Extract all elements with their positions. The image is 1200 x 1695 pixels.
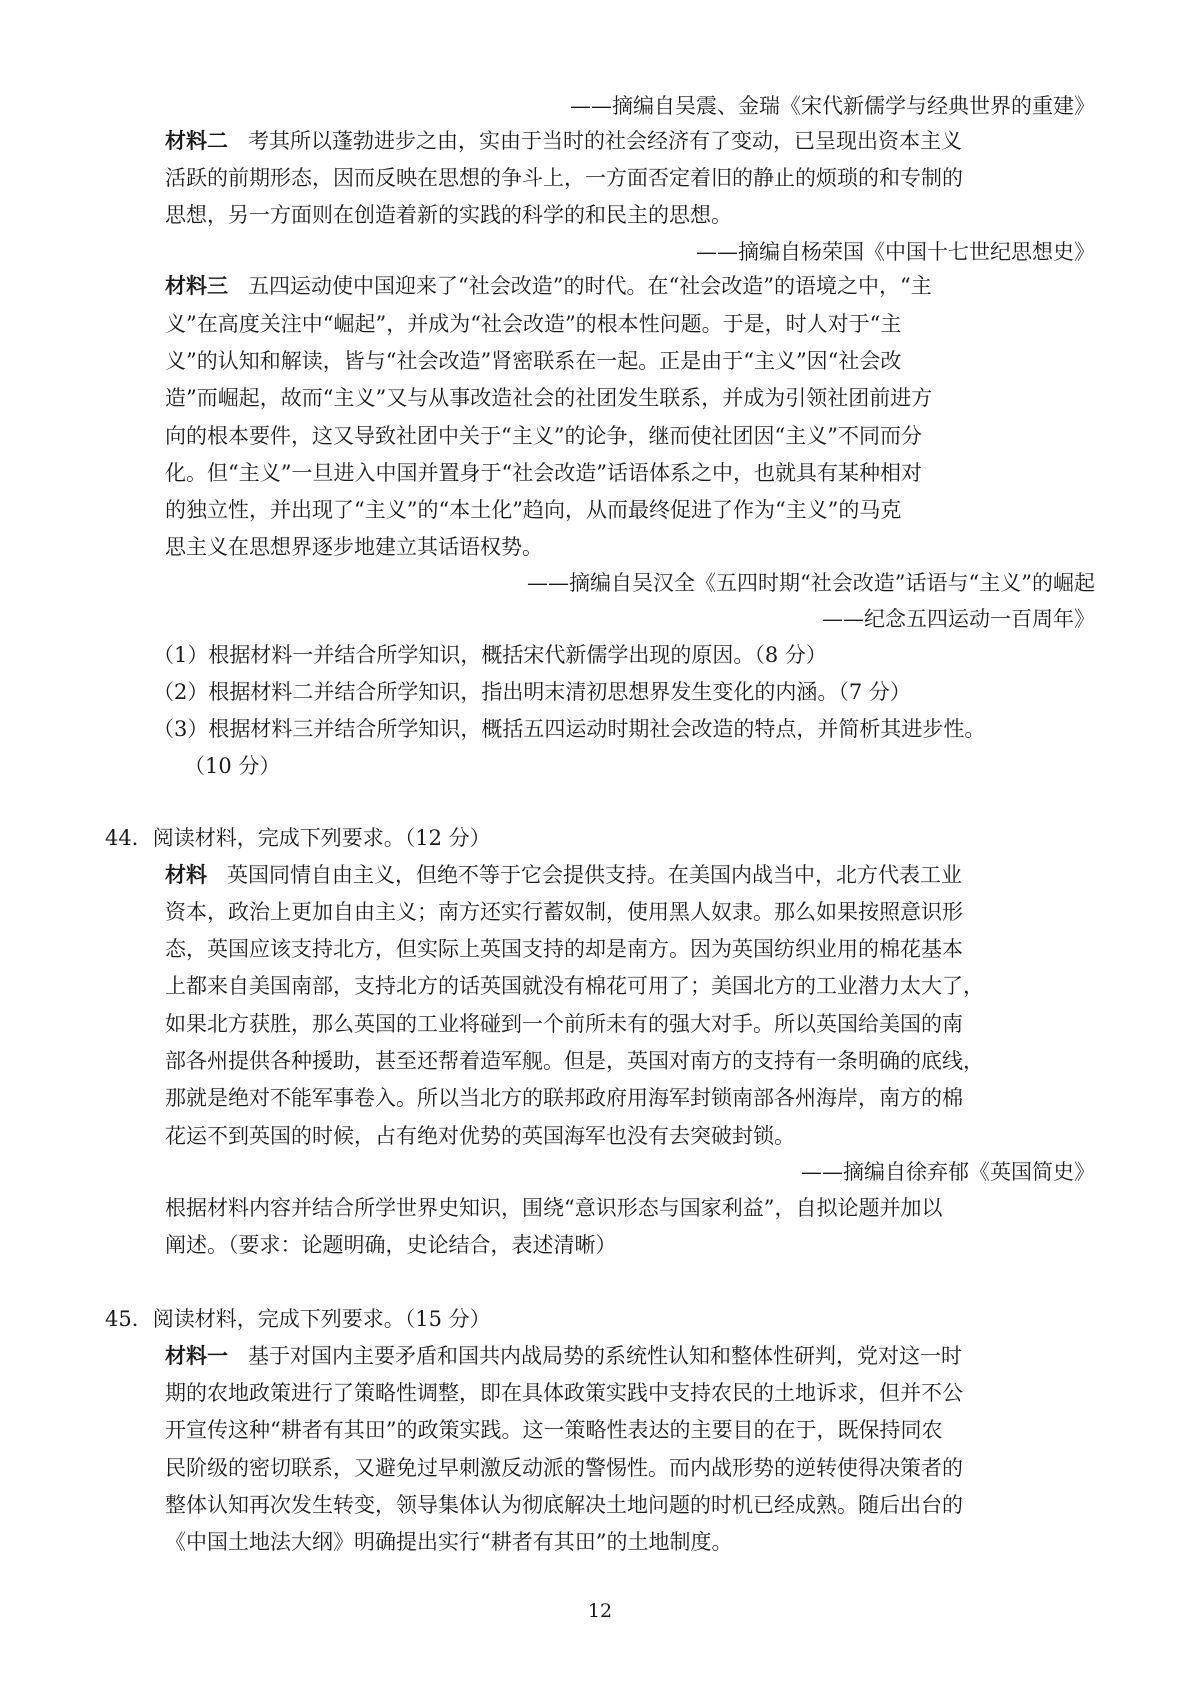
material-text: 基于对国内主要矛盾和国共内战局势的系统性认知和整体性研判，党对这一时 (248, 1344, 963, 1368)
material-2-first-line (165, 126, 962, 156)
sub-question-score: （10 分） (184, 754, 281, 778)
material-text-line: 民阶级的密切联系，又避免过早刺激反动派的警惕性。而内战形势的逆转使得决策者的 (165, 1456, 963, 1480)
task-text-line: 根据材料内容并结合所学世界史知识，围绕“意识形态与国家利益”，自拟论题并加以 (165, 1196, 943, 1220)
material-text-line: 活跃的前期形态，因而反映在思想的争斗上，一方面否定着旧的静止的烦琐的和专制的 (165, 166, 963, 190)
sub-question: （3）根据材料三并结合所学知识，概括五四运动时期社会改造的特点，并简析其进步性。 (153, 717, 986, 741)
material-text-line: 化。但“主义”一旦进入中国并置身于“社会改造”话语体系之中，也就具有某种相对 (165, 461, 922, 485)
material-text: 英国同情自由主义，但绝不等于它会提供支持。在美国内战当中，北方代表工业 (227, 863, 963, 887)
material-text-line: 部各州提供各种援助，甚至还帮着造军舰。但是，英国对南方的支持有一条明确的底线， (165, 1049, 984, 1073)
material-text-line: 态，英国应该支持北方，但实际上英国支持的却是南方。因为英国纺织业用的棉花基本 (165, 937, 963, 961)
source-citation: ——摘编自吴震、金瑞《宋代新儒学与经典世界的重建》 (570, 94, 1095, 118)
material-text-line: 《中国土地法大纲》明确提出实行“耕者有其田”的土地制度。 (165, 1530, 733, 1554)
material-label: 材料三 (165, 273, 228, 298)
material-text-line: 开宣传这种“耕者有其田”的政策实践。这一策略性表达的主要目的在于，既保持同农 (165, 1418, 943, 1442)
source-citation: ——摘编自吴汉全《五四时期“社会改造”话语与“主义”的崛起 (527, 571, 1095, 595)
material-text-line: 那就是绝对不能军事卷入。所以当北方的联邦政府用海军封锁南部各州海岸，南方的棉 (165, 1086, 963, 1110)
task-text-line: 阐述。（要求：论题明确，史论结合，表述清晰） (165, 1233, 617, 1257)
material-text: 考其所以蓬勃进步之由，实由于当时的社会经济有了变动，已呈现出资本主义 (248, 129, 963, 153)
material-text-line: 如果北方获胜，那么英国的工业将碰到一个前所未有的强大对手。所以英国给美国的南 (165, 1012, 963, 1036)
material-text-line: 期的农地政策进行了策略性调整，即在具体政策实践中支持农民的土地诉求，但并不公 (165, 1381, 963, 1405)
material-text-line: 资本，政治上更加自由主义；南方还实行蓄奴制，使用黑人奴隶。那么如果按照意识形 (165, 900, 963, 924)
material-3-first-line (165, 271, 932, 301)
material-text-line: 思想，另一方面则在创造着新的实践的科学的和民主的思想。 (165, 203, 732, 227)
material-label: 材料一 (165, 1343, 228, 1368)
source-citation: ——摘编自徐弃郁《英国简史》 (801, 1160, 1095, 1184)
material-text-line: 上都来自美国南部，支持北方的话英国就没有棉花可用了；美国北方的工业潜力太大了， (165, 974, 984, 998)
sub-question: （2）根据材料二并结合所学知识，指出明末清初思想界发生变化的内涵。（7 分） (153, 680, 911, 704)
material-label: 材料 (165, 862, 207, 887)
question-45-heading: 45．阅读材料，完成下列要求。（15 分） (105, 1307, 491, 1331)
question-44-heading: 44．阅读材料，完成下列要求。（12 分） (105, 826, 491, 850)
material-text-line: 义”在高度关注中“崛起”，并成为“社会改造”的根本性问题。于是，时人对于“主 (165, 312, 902, 336)
material-text-line: 义”的认知和解读，皆与“社会改造”肾密联系在一起。正是由于“主义”因“社会改 (165, 349, 902, 373)
material-text: 五四运动使中国迎来了“社会改造”的时代。在“社会改造”的语境之中，“主 (248, 274, 932, 298)
question-44-first-line (165, 860, 962, 890)
page-number: 12 (587, 1600, 613, 1622)
sub-question: （1）根据材料一并结合所学知识，概括宋代新儒学出现的原因。（8 分） (153, 643, 827, 667)
material-text-line: 思主义在思想界逐步地建立其话语权势。 (165, 535, 543, 559)
material-text-line: 整体认知再次发生转变，领导集体认为彻底解决土地问题的时机已经成熟。随后出台的 (165, 1493, 963, 1517)
question-45-first-line (165, 1341, 962, 1371)
material-text-line: 的独立性，并出现了“主义”的“本土化”趋向，从而最终促进了作为“主义”的马克 (165, 498, 902, 522)
source-citation: ——摘编自杨荣国《中国十七世纪思想史》 (696, 240, 1095, 264)
source-citation: ——纪念五四运动一百周年》 (822, 607, 1095, 631)
material-text-line: 花运不到英国的时候，占有绝对优势的英国海军也没有去突破封锁。 (165, 1124, 795, 1148)
material-text-line: 向的根本要件，这又导致社团中关于“主义”的论争，继而使社团因“主义”不同而分 (165, 424, 922, 448)
material-label: 材料二 (165, 128, 228, 153)
material-text-line: 造”而崛起，故而“主义”又与从事改造社会的社团发生联系，并成为引领社团前进方 (165, 386, 933, 410)
